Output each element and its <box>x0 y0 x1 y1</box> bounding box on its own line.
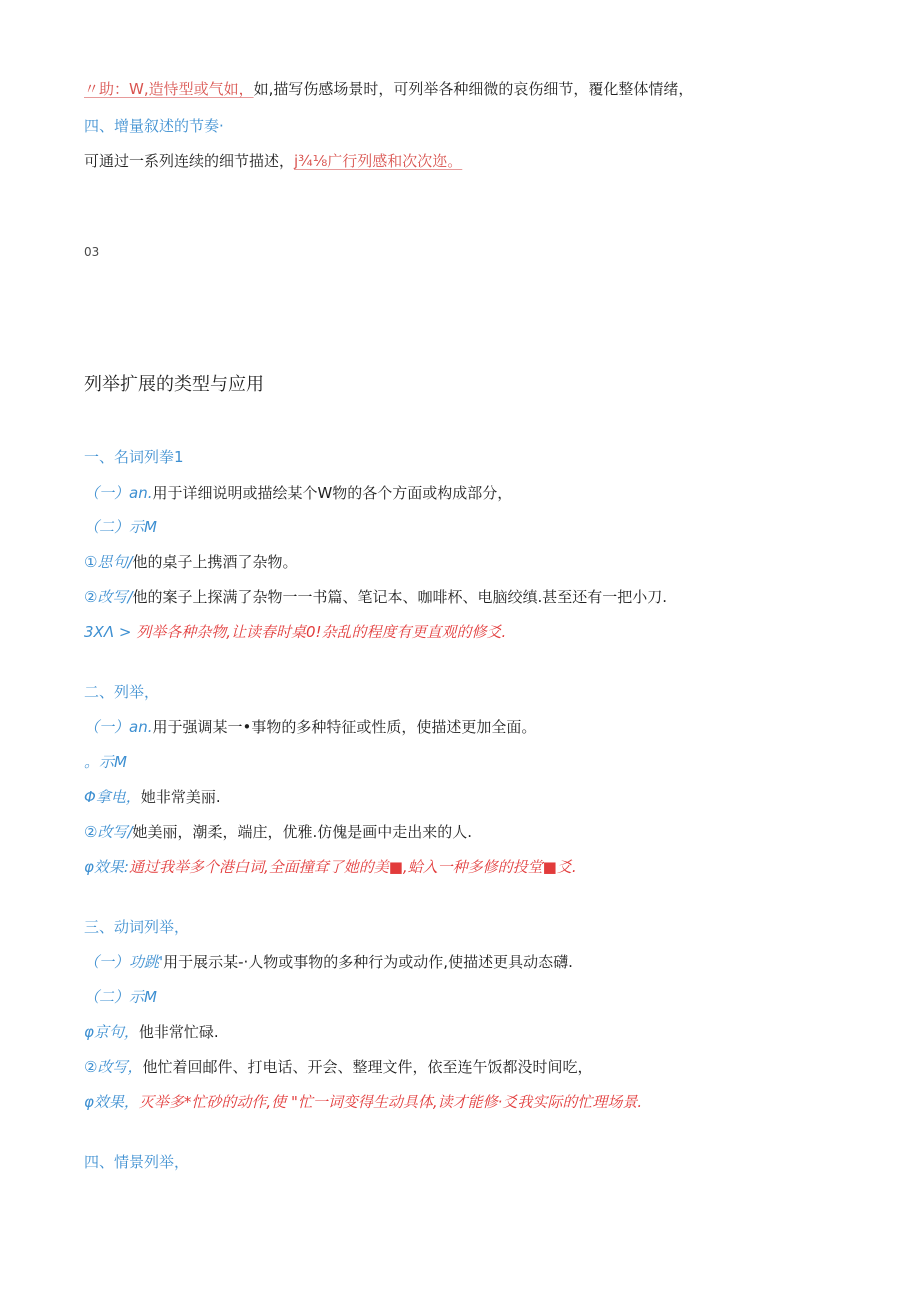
adj-effect-label: φ效果: <box>84 858 129 876</box>
verb-example-label: （二）示M <box>84 988 157 1006</box>
verb-rewrite <box>84 1056 880 1078</box>
adj-original-text: 她非常美丽. <box>140 788 221 806</box>
noun-original <box>84 551 880 573</box>
noun-example-label: （二）示M <box>84 518 157 536</box>
verb-original-label: φ京句， <box>84 1023 139 1041</box>
adj-function-text: 用于强调某一•事物的多种特征或性质，使描述更加全面。 <box>152 718 537 736</box>
verb-original <box>84 1021 880 1043</box>
adj-effect-text: 通过我举多个港白词,全面撞耷了她的美■,蛤入一种多修的投堂■爻. <box>128 858 577 876</box>
intro-heading: 四、增量叙述的节奏· <box>84 117 224 135</box>
noun-rewrite-label: ②改写/ <box>84 588 133 606</box>
scene-heading: 四、情景列举， <box>84 1153 190 1171</box>
noun-effect-text: 列举各种杂物,让读春时桌0!杂乱的程度有更直观的修爻. <box>136 623 507 641</box>
adj-effect <box>84 856 880 878</box>
noun-effect-label: 3XΛ > <box>84 623 132 641</box>
verb-function <box>84 951 880 973</box>
verb-effect-text: 灭举多*忙砂的动作,使 "忙一词变得生动具体,读才能修·爻我实际的忙理场景. <box>138 1093 643 1111</box>
verb-function-text: 用于展示某-·人物或事物的多种行为或动作,使描述更具动态礴. <box>163 953 573 971</box>
page-number: 03 <box>84 245 100 259</box>
noun-function-text: 用于详细说明或描绘某个W物的各个方面或构成部分， <box>152 484 513 502</box>
adj-function <box>84 716 880 738</box>
adj-heading: 二、列举， <box>84 683 160 701</box>
noun-rewrite <box>84 586 880 608</box>
verb-function-label: （一）功跳' <box>84 953 164 971</box>
noun-function <box>84 482 880 504</box>
noun-rewrite-text: 他的案子上探满了杂物一一书篇、笔记本、咖啡杯、电脑绞缜.甚至还有一把小刀. <box>132 588 668 606</box>
intro-line-1-text: 如,描写伤感场景时，可列举各种细微的哀伤细节，覆化整体情绪， <box>253 80 694 98</box>
adj-rewrite-text: 她美丽，潮柔，端庄，优雅.仿傀是画中走出来的人. <box>132 823 473 841</box>
intro-line-3-text: 可通过一系列连续的细节描述， <box>84 152 295 170</box>
noun-original-text: 他的桌子上携酒了杂物。 <box>132 553 298 571</box>
adj-example-label: 。示M <box>84 753 127 771</box>
intro-line-1-red: 〃助：W,造恃型或气如， <box>84 80 254 98</box>
intro-line-3 <box>84 150 880 172</box>
intro-line-1 <box>84 78 880 100</box>
verb-heading: 三、动词列举， <box>84 918 190 936</box>
adj-rewrite-label: ②改写/ <box>84 823 133 841</box>
adj-original-label: Φ拿电， <box>84 788 141 806</box>
verb-rewrite-text: 他忙着回邮件、打电话、开会、整理文件，依至连午饭都没时间吃， <box>142 1058 593 1076</box>
adj-rewrite <box>84 821 880 843</box>
noun-function-label: （一）an. <box>84 484 153 502</box>
verb-original-text: 他非常忙碌. <box>138 1023 219 1041</box>
verb-effect-label: φ效果， <box>84 1093 139 1111</box>
adj-function-label: （一）an. <box>84 718 153 736</box>
intro-line-3-red: j¾⅛广行列感和次次迩。 <box>294 152 463 170</box>
verb-rewrite-label: ②改写， <box>84 1058 143 1076</box>
section-title: 列举扩展的类型与应用 <box>84 374 264 395</box>
adj-original <box>84 786 880 808</box>
noun-original-label: ①思句/ <box>84 553 133 571</box>
noun-effect <box>84 621 880 643</box>
noun-heading: 一、名词列拳1 <box>84 448 184 466</box>
verb-effect <box>84 1091 880 1113</box>
